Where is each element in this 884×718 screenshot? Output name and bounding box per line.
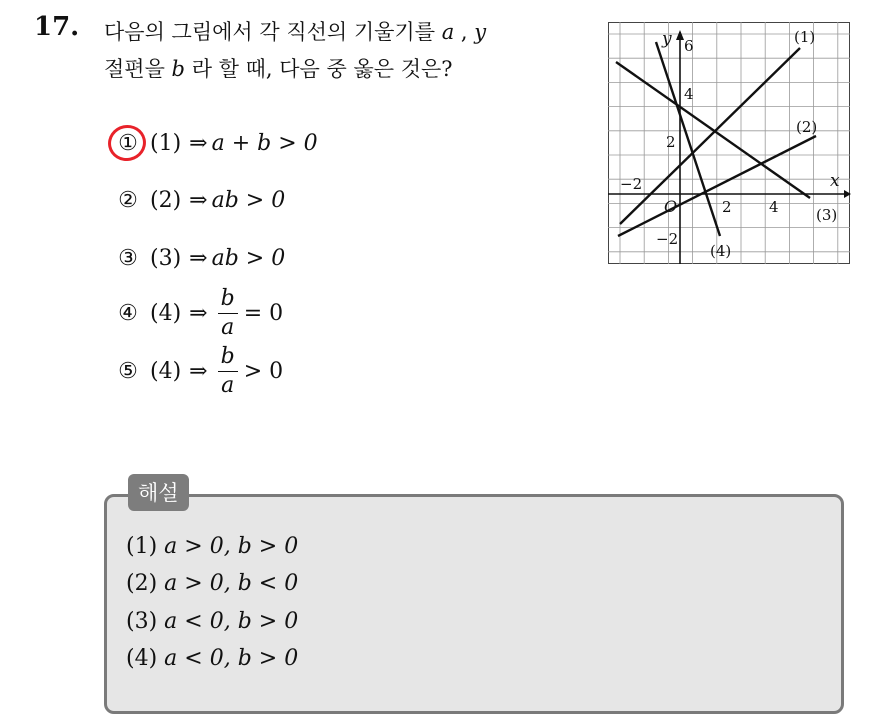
tick-label-y: 4 — [684, 85, 694, 103]
choice-line-label: (4) — [150, 359, 182, 384]
implies-arrow: ⇒ — [189, 246, 208, 271]
choice-line-label: (1) — [150, 131, 182, 156]
choice-marker: ② — [118, 188, 138, 213]
line-label-4: (4) — [710, 242, 732, 260]
explanation-line-label: (1) — [126, 534, 158, 559]
question-number: 17. — [34, 12, 80, 42]
implies-arrow: ⇒ — [189, 188, 208, 213]
implies-arrow: ⇒ — [189, 301, 208, 326]
choice-4[interactable] — [112, 288, 283, 339]
explanation-line — [126, 534, 298, 559]
tick-label-y: 2 — [666, 133, 676, 151]
choice-expression: ab > 0 — [211, 188, 286, 213]
choice-marker: ③ — [118, 246, 138, 271]
var-a: a — [441, 20, 455, 44]
fraction-numerator: b — [218, 288, 238, 314]
explanation-line — [126, 646, 298, 671]
var-y: y — [474, 20, 487, 44]
tick-label-y: 6 — [684, 37, 694, 55]
coordinate-graph — [608, 22, 852, 266]
origin-label: O — [664, 197, 678, 216]
line-label-3: (3) — [816, 206, 838, 224]
choice-marker: ⑤ — [118, 359, 138, 384]
var-b: b — [171, 57, 185, 81]
fraction — [218, 346, 238, 397]
question-text-part: 절편을 — [104, 57, 165, 81]
choice-marker: ① — [112, 131, 144, 156]
explanation-expression: a < 0, b > 0 — [164, 609, 299, 634]
fraction-numerator: b — [218, 346, 238, 372]
choice-expression-tail: > 0 — [243, 359, 284, 384]
explanation-expression: a > 0, b > 0 — [164, 534, 299, 559]
question-text-part: 다음의 그림에서 각 직선의 기울기를 — [104, 20, 435, 44]
explanation-line — [126, 571, 298, 596]
y-axis-label: y — [662, 29, 672, 49]
line-label-1: (1) — [794, 28, 816, 46]
choice-marker: ④ — [118, 301, 138, 326]
fraction-denominator: a — [221, 373, 235, 398]
explanation-line-label: (2) — [126, 571, 158, 596]
choice-line-label: (3) — [150, 246, 182, 271]
question-text-line1 — [104, 16, 486, 46]
x-axis-label: x — [830, 171, 840, 191]
explanation-expression: a < 0, b > 0 — [164, 646, 299, 671]
explanation-expression: a > 0, b < 0 — [164, 571, 299, 596]
line-label-2: (2) — [796, 118, 818, 136]
selected-circle-mark — [105, 121, 150, 164]
fraction-denominator: a — [221, 315, 235, 340]
explanation-line — [126, 609, 298, 634]
fraction — [218, 288, 238, 339]
explanation-tab: 해설 — [128, 474, 189, 511]
question-text-part: 라 할 때, 다음 중 옳은 것은? — [191, 57, 453, 81]
choice-expression: ab > 0 — [211, 246, 286, 271]
explanation-line-label: (4) — [126, 646, 158, 671]
choice-3[interactable] — [112, 246, 285, 271]
choice-line-label: (2) — [150, 188, 182, 213]
choice-1[interactable] — [112, 131, 318, 156]
tick-label-y: −2 — [656, 230, 679, 248]
choice-2[interactable] — [112, 188, 285, 213]
tick-label-x: −2 — [620, 175, 643, 193]
explanation-line-label: (3) — [126, 609, 158, 634]
choice-line-label: (4) — [150, 301, 182, 326]
separator: , — [454, 20, 475, 44]
implies-arrow: ⇒ — [189, 359, 208, 384]
explanation-box — [104, 494, 844, 714]
tick-label-x: 2 — [722, 198, 732, 216]
question-text-line2 — [104, 53, 453, 83]
choice-expression-tail: = 0 — [243, 301, 284, 326]
implies-arrow: ⇒ — [189, 131, 208, 156]
choice-expression: a + b > 0 — [211, 131, 318, 156]
tick-label-x: 4 — [769, 198, 779, 216]
choice-5[interactable] — [112, 346, 283, 397]
